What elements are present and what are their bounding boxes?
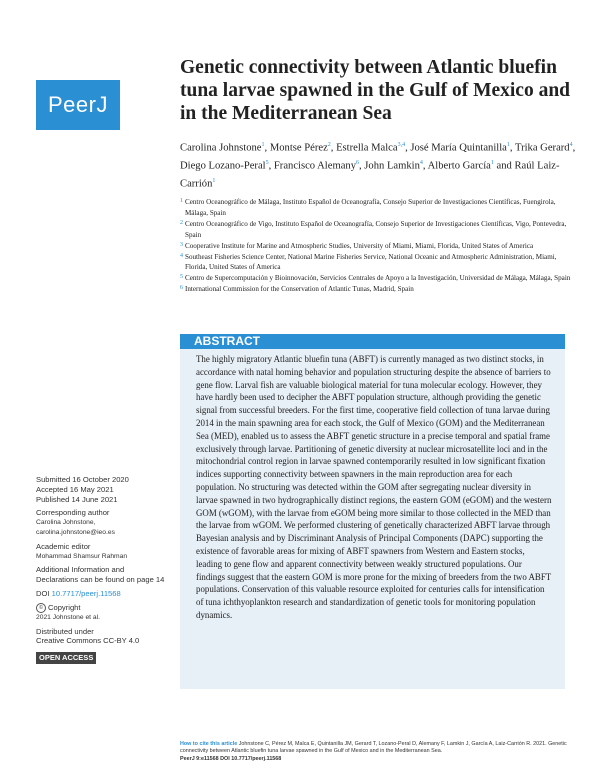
author-affiliation-marker: 1	[490, 160, 494, 167]
author-name: Francisco Alemany	[273, 160, 356, 172]
copyright-icon: ©	[36, 603, 46, 613]
abstract-heading: ABSTRACT	[180, 334, 565, 349]
affiliation-number: 5	[180, 274, 183, 281]
corresponding-author-label: Corresponding author	[36, 508, 110, 518]
affiliation-number: 6	[180, 285, 183, 292]
author-affiliation-marker: 5	[265, 160, 269, 167]
author-separator: ,	[509, 142, 515, 154]
author-name: José María Quintanilla	[410, 142, 507, 154]
affiliation-list	[180, 197, 580, 295]
author-name: Diego Lozano-Peral	[180, 160, 266, 172]
affiliation-number: 1	[180, 198, 183, 204]
academic-editor-name: Mohammad Shamsur Rahman	[36, 552, 128, 560]
author-affiliation-marker: 1	[261, 142, 265, 148]
author-separator: ,	[359, 160, 365, 172]
copyright-label: Copyright	[48, 602, 81, 612]
article-title: Genetic connectivity between Atlantic bluefin tuna larvae spawned in the Gulf of Mexico and in the Mediterranean Sea	[180, 57, 571, 124]
author-separator: ,	[264, 142, 270, 154]
author-affiliation-marker: 3,4	[397, 142, 406, 148]
additional-info: Additional Information and Declarations can be found on page 14	[36, 565, 165, 585]
author-affiliation-marker: 4	[419, 160, 423, 167]
affiliation-text: International Commission for the Conservation of Atlantic Tunas, Madrid, Spain	[185, 285, 414, 294]
corresponding-author-block	[36, 508, 166, 537]
affiliation-number: 3	[180, 241, 183, 248]
article-sidebar	[36, 475, 166, 664]
copyright-block	[36, 603, 166, 623]
doi-block[interactable]	[36, 589, 166, 599]
journal-reference: PeerJ 9:e11568 DOI 10.7717/peerj.11568	[180, 755, 282, 762]
affiliation-text: Centro Oceanográfico de Málaga, Instituto Español de Oceanografía, Consejo Superior de Investigaciones Científicas, Fuengirola, Málaga, Spain	[185, 198, 556, 217]
copyright-holder: 2021 Johnstone et al.	[36, 613, 100, 621]
affiliation-item	[180, 252, 580, 274]
corresponding-author-email[interactable]: carolina.johnstone@ieo.es	[36, 528, 115, 536]
abstract-section	[180, 334, 565, 689]
cite-text: Johnstone C, Pérez M, Malca E, Quintanilla JM, Gerard T, Lozano-Peral D, Alemany F, Lamkin J, García A, Laiz-Carrión R. 2021. Genetic connectivity between Atlantic bluefin tuna larvae spawned in the Gulf of Mexico and in the Mediterranean Sea.	[180, 741, 567, 755]
open-access-badge: OPEN ACCESS	[36, 652, 96, 664]
dates-block	[36, 475, 166, 504]
author-name: Montse Pérez	[269, 142, 328, 154]
submitted-date: Submitted 16 October 2020	[36, 475, 129, 484]
published-date: Published 14 June 2021	[36, 494, 118, 504]
author-name: Estrella Malca	[336, 142, 398, 154]
citation-footer	[180, 741, 575, 763]
author-name: Carolina Johnstone	[180, 142, 262, 154]
doi-prefix: DOI	[36, 588, 52, 598]
affiliation-item	[180, 273, 580, 284]
abstract-text: The highly migratory Atlantic bluefin tuna (ABFT) is currently managed as two distinct stocks, in accordance with natal homing behavior and population structuring despite the absence of barriers to gene flow. Larval fish are valuable biological material for tuna molecular ecology. However, they have hardly been used to decipher the ABFT population structure, although providing the genetic signal from successful breeders. For the first time, cooperative field collection of tuna larvae during 2014 in the main spawning area for each stock, the Gulf of Mexico (GOM) and the Mediterranean Sea (MED), enabled us to assess the ABFT genetic structure in a precise temporal and spatial frame exclusively through larvae. Partitioning of genetic diversity at nuclear microsatellite loci and in the mitochondrial control region in larvae spawned contemporarily resulted in low significant fixation indices supporting connectivity between spawners in the main reproduction area for each population. No structuring was detected within the GOM after segregating nuclear diversity in larvae spawned in two hydrographically distinct regions, the eastern GOM (eGOM) and the western GOM (wGOM), with the larvae from eGOM being more similar to those collected in the MED than the larvae from wGOM. We performed clustering of genetically characterized ABFT larvae through Bayesian analysis and by Discriminant Analysis of Principal Components (DAPC) supporting the existence of favorable areas for mixing of ABFT spawners from Western and Eastern stocks, leading to gene flow and apparent connectivity between weakly structured populations. Our findings suggest that the eastern GOM is more prone for the mixing of breeders from the two ABFT populations. Conservation of this valuable resource exploited for centuries calls for intensification of tuna ichthyoplankton research and standardization of genetic tools for monitoring population dynamics.	[196, 354, 552, 620]
affiliation-text: Southeast Fisheries Science Center, National Marine Fisheries Service, National Oceanic and Atmospheric Administration, Miami, Florida, United States of America	[185, 252, 557, 272]
author-separator: ,	[422, 160, 428, 172]
author-name: Raúl Laiz-Carrión	[180, 160, 560, 190]
author-separator: ,	[268, 160, 274, 172]
affiliation-number: 4	[180, 252, 183, 259]
cite-label: How to cite this article	[180, 741, 238, 747]
affiliation-text: Centro de Supercomputación y Bioinnovación, Servicios Centrales de Apoyo a la Investigación, Universidad de Málaga, Málaga, Spain	[185, 274, 571, 283]
author-affiliation-marker: 2	[327, 142, 331, 148]
author-list	[180, 138, 580, 192]
author-separator: ,	[330, 142, 337, 154]
author-affiliation-marker: 1	[212, 178, 216, 185]
affiliation-item	[180, 284, 580, 295]
author-affiliation-marker: 1	[506, 142, 510, 148]
license-name[interactable]: Creative Commons CC-BY 4.0	[36, 636, 140, 646]
affiliation-item	[180, 241, 580, 252]
affiliation-number: 2	[180, 219, 183, 226]
author-affiliation-marker: 4	[569, 142, 573, 148]
author-separator: ,	[572, 142, 576, 154]
accepted-date: Accepted 16 May 2021	[36, 484, 114, 494]
license-label: Distributed under	[36, 626, 94, 636]
affiliation-text: Centro Oceanográfico de Vigo, Instituto Español de Oceanografía, Consejo Superior de Investigaciones Científicas, Vigo, Pontevedra, Spain	[185, 219, 567, 239]
academic-editor-label: Academic editor	[36, 541, 91, 551]
author-name: Trika Gerard	[514, 142, 570, 154]
corresponding-author-name: Carolina Johnstone,	[36, 519, 96, 527]
academic-editor-block	[36, 542, 166, 562]
author-separator: ,	[405, 142, 411, 154]
author-separator: and	[493, 160, 515, 172]
peerj-logo: PeerJ	[36, 80, 120, 130]
author-name: Alberto García	[427, 160, 491, 172]
license-block	[36, 627, 166, 647]
author-affiliation-marker: 6	[356, 160, 359, 167]
affiliation-item	[180, 219, 580, 241]
affiliation-item	[180, 197, 580, 219]
author-name: John Lamkin	[364, 160, 420, 172]
doi-link[interactable]: 10.7717/peerj.11568	[51, 588, 121, 598]
affiliation-text: Cooperative Institute for Marine and Atmospheric Studies, University of Miami, Miami, Florida, United States of America	[185, 241, 534, 250]
